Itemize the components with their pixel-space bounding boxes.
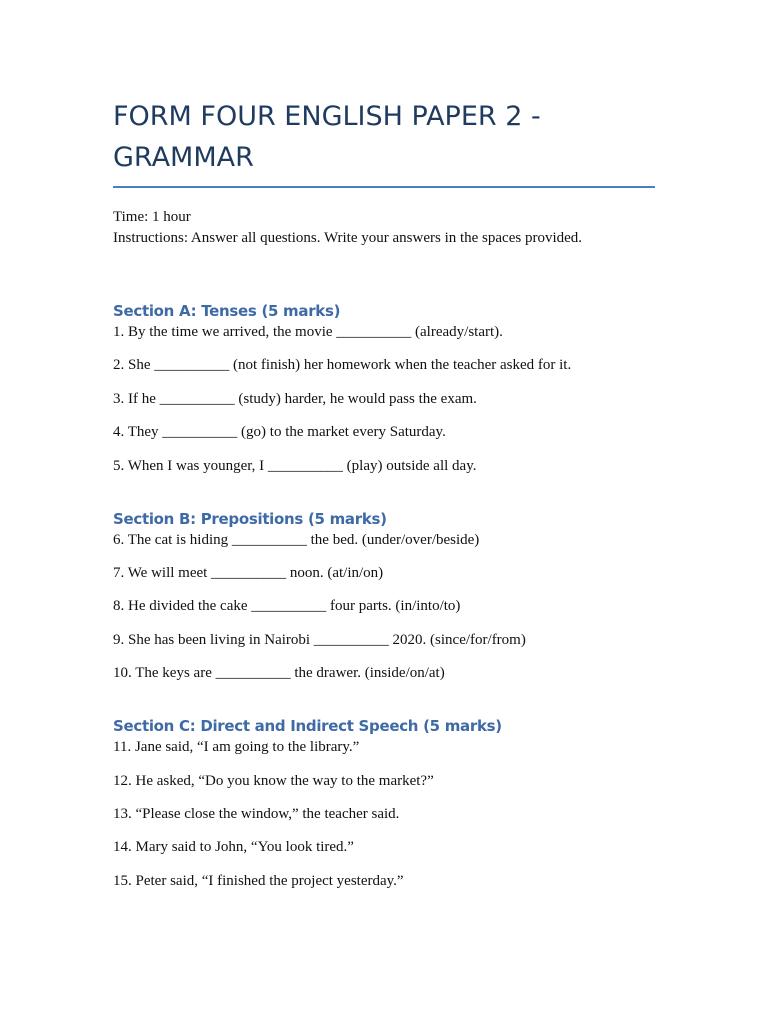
document-title: FORM FOUR ENGLISH PAPER 2 - GRAMMAR (113, 0, 655, 188)
time-allowed: Time: 1 hour (113, 209, 191, 225)
section-b (113, 508, 655, 684)
question-item: 8. He divided the cake __________ four parts. (in/into/to) (113, 598, 461, 615)
question-item: 14. Mary said to John, “You look tired.” (113, 839, 354, 856)
section-c (113, 715, 655, 891)
question-item: 13. “Please close the window,” the teacher said. (113, 805, 400, 822)
exam-meta (113, 207, 655, 249)
question-list (113, 322, 655, 476)
question-item: 12. He asked, “Do you know the way to the market?” (113, 772, 434, 789)
section-heading: Section A: Tenses (5 marks) (113, 302, 341, 320)
question-item: 2. She __________ (not finish) her homework when the teacher asked for it. (113, 357, 572, 374)
question-item: 11. Jane said, “I am going to the library.” (113, 739, 360, 756)
document-page (113, 0, 655, 891)
question-item: 4. They __________ (go) to the market every Saturday. (113, 424, 446, 441)
question-item: 7. We will meet __________ noon. (at/in/on) (113, 564, 384, 581)
question-item: 1. By the time we arrived, the movie __________ (already/start). (113, 324, 503, 340)
section-a (113, 300, 655, 476)
question-list (113, 737, 655, 891)
question-item: 5. When I was younger, I __________ (play) outside all day. (113, 457, 477, 474)
section-heading: Section B: Prepositions (5 marks) (113, 509, 387, 528)
question-item: 6. The cat is hiding __________ the bed. (under/over/beside) (113, 531, 480, 548)
instructions: Instructions: Answer all questions. Write your answers in the spaces provided. (113, 230, 583, 246)
question-list (113, 530, 655, 684)
question-item: 15. Peter said, “I finished the project yesterday.” (113, 872, 404, 889)
section-heading: Section C: Direct and Indirect Speech (5 marks) (113, 717, 502, 736)
question-item: 9. She has been living in Nairobi __________ 2020. (since/for/from) (113, 631, 526, 648)
question-item: 3. If he __________ (study) harder, he would pass the exam. (113, 390, 477, 407)
question-item: 10. The keys are __________ the drawer. (inside/on/at) (113, 665, 445, 682)
